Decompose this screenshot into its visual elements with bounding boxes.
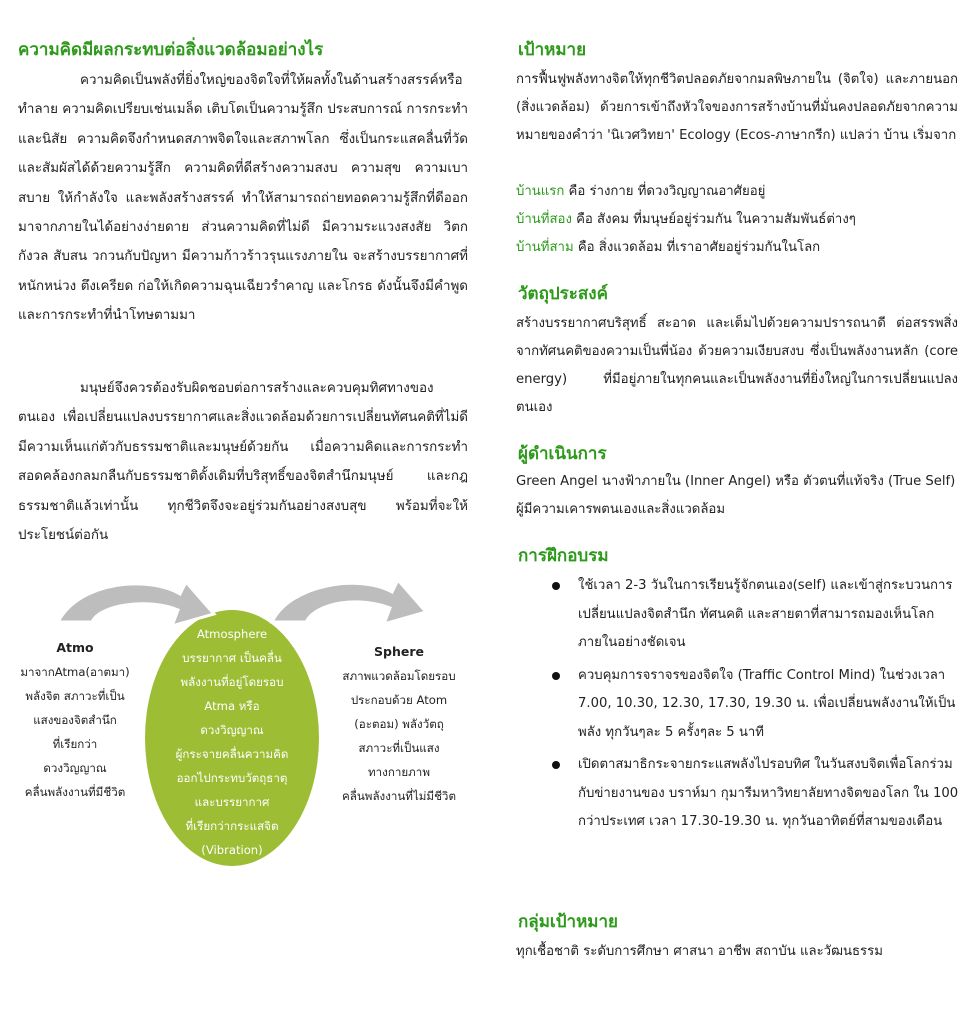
bullet-icon bbox=[552, 672, 560, 680]
atmo-block bbox=[10, 636, 140, 804]
sphere-line: ประกอบด้วย Atom bbox=[350, 693, 448, 707]
home-label: บ้านที่สอง bbox=[516, 212, 572, 227]
paragraph-responsibility: มนุษย์จึงควรต้องรับผิดชอบต่อการสร้างและควบคุมทิศทางของตนเอง เพื่อเปลี่ยนแปลงบรรยากาศและสิ่งแวดล้อมด้วยการเปลี่ยนทัศนคติที่ไม่ดี มีความเห็นแก่ตัวกับธรรมชาติและมนุษย์ด้วยกัน เมื่อความคิดและการกระทำสอดคล้องกลมกลืนกับธรรมชาติดั้งเดิมที่บริสุทธิ์ของจิตสำนึกมนุษย์ และกฎธรรมชาติแล้วเท่านั้น ทุกชีวิตจึงจะอยู่ร่วมกันอย่างสงบสุข พร้อมที่จะให้ประโยชน์ต่อกัน bbox=[18, 381, 468, 544]
home-label: บ้านที่สาม bbox=[516, 240, 574, 255]
training-item-text: เปิดตาสมาธิกระจายกระแสพลังไปรอบทิศ ในวันสงบจิตเพื่อโลกร่วมกับข่ายงานของ บราห์มา กุมารีมหาวิทยาลัยทางจิตของโลก ใน 100 กว่าประเทศ เวลา 17.30-19.30 น. ทุกวันอาทิตย์ที่สามของเดือน bbox=[578, 757, 959, 829]
atmosphere-line: และบรรยากาศ bbox=[194, 795, 270, 809]
operator-text: Green Angel นางฟ้าภายใน (Inner Angel) หรือ ตัวตนที่แท้จริง (True Self) ผู้มีความเคารพตนเองและสิ่งแวดล้อม bbox=[516, 474, 956, 517]
atmosphere-line: Atma หรือ bbox=[204, 699, 260, 713]
section-heading-thought-impact: ความคิดมีผลกระทบต่อสิ่งแวดล้อมอย่างไร bbox=[18, 40, 324, 60]
sphere-line: สภาพแวดล้อมโดยรอบ bbox=[342, 669, 456, 683]
home-line-3 bbox=[516, 234, 962, 262]
atmo-line: ดวงวิญญาณ bbox=[43, 761, 107, 775]
paragraph-thought-power: ความคิดเป็นพลังที่ยิ่งใหญ่ของจิตใจที่ให้ผลทั้งในด้านสร้างสรรค์หรือทำลาย ความคิดเปรียบเช่นเมล็ด เติบโตเป็นความรู้สึก ประสบการณ์ การกระทำ และนิสัย ความคิดจึงกำหนดสภาพจิตใจและสภาพโลก ซึ่งเป็นกระแสคลื่นที่วัดและสัมผัสได้ด้วยความรู้สึก ความคิดที่ดีสร้างความสงบ ความสุข ความเบาสบาย ให้กำลังใจ และพลังสร้างสรรค์ ทำให้สามารถถ่ายทอดความรู้สึกที่ดีออกมาจากภายในได้อย่างง่ายดาย ส่วนความคิดที่ไม่ดี มีความระแวงสงสัย วิตกกังวล สับสน วกวนกับปัญหา มีความก้าวร้าวรุนแรงภายใน จะสร้างบรรยากาศที่หนักหน่วง ตึงเครียด ก่อให้เกิดความฉุนเฉียวรำคาญ และโกรธ ดังนั้นจึงมีคำพูดและการกระทำที่นำโทษตามมา bbox=[18, 73, 468, 324]
atmo-title: Atmo bbox=[56, 640, 94, 655]
home-line-2 bbox=[516, 206, 962, 234]
bullet-icon bbox=[552, 761, 560, 769]
training-list bbox=[516, 572, 962, 841]
atmo-line: มาจากAtma(อาตมา) bbox=[20, 665, 130, 679]
training-item-text: ใช้เวลา 2-3 วันในการเรียนรู้จักตนเอง(self) และเข้าสู่กระบวนการเปลี่ยนแปลงจิตสำนึก ทัศนคติ และสายตาที่สามารถมองเห็นโลกภายในอย่างชัดเจน bbox=[578, 578, 953, 650]
objective-text: สร้างบรรยากาศบริสุทธิ์ สะอาด และเต็มไปด้วยความปรารถนาดี ต่อสรรพสิ่งจากทัศนคติของความเป็นพี่น้อง ด้วยความเงียบสงบ ซึ่งเป็นพลังงานหลัก (core energy) ที่มีอยู่ภายในทุกคนและเป็นพลังงานที่ยิ่งใหญ่ในการเปลี่ยนแปลงตนเอง bbox=[516, 316, 958, 415]
right-arrow bbox=[272, 580, 426, 624]
training-item-text: ควบคุมการจราจรของจิตใจ (Traffic Control Mind) ในช่วงเวลา 7.00, 10.30, 12.30, 17.30, 19.30 น. เพื่อเปลี่ยนพลังงานให้เป็นพลัง ทุกวันๆละ 5 ครั้งๆละ 5 นาที bbox=[578, 667, 956, 740]
atmosphere-line: ผู้กระจายคลื่นความคิด bbox=[175, 747, 289, 761]
section-heading-goal: เป้าหมาย bbox=[518, 40, 587, 60]
target-text: ทุกเชื้อชาติ ระดับการศึกษา ศาสนา อาชีพ สถาบัน และวัฒนธรรม bbox=[516, 944, 883, 959]
atmosphere-line: บรรยากาศ เป็นคลื่น bbox=[182, 651, 282, 665]
sphere-line: ทางกายภาพ bbox=[368, 765, 430, 779]
training-item bbox=[516, 662, 962, 748]
atmosphere-line: พลังงานที่อยู่โดยรอบ bbox=[180, 675, 284, 689]
atmosphere-line: ดวงวิญญาณ bbox=[200, 723, 264, 737]
bullet-icon bbox=[552, 582, 560, 590]
atmosphere-line: ออกไปกระทบวัตถุธาตุ bbox=[176, 771, 288, 785]
sphere-block bbox=[326, 640, 472, 808]
section-heading-operator: ผู้ดำเนินการ bbox=[518, 444, 607, 464]
section-heading-training: การฝึกอบรม bbox=[518, 546, 609, 566]
atmosphere-line: ที่เรียกว่ากระแสจิต bbox=[185, 819, 279, 833]
section-heading-objective: วัตถุประสงค์ bbox=[518, 284, 608, 304]
section-heading-target: กลุ่มเป้าหมาย bbox=[518, 912, 618, 932]
atmo-line: ที่เรียกว่า bbox=[52, 737, 98, 751]
training-item bbox=[516, 572, 962, 658]
atmosphere-line: (Vibration) bbox=[201, 843, 263, 857]
home-desc: คือ ร่างกาย ที่ดวงวิญญาณอาศัยอยู่ bbox=[564, 184, 766, 199]
training-item bbox=[516, 751, 962, 837]
home-label: บ้านแรก bbox=[516, 184, 565, 199]
home-desc: คือ สังคม ที่มนุษย์อยู่ร่วมกัน ในความสัมพันธ์ต่างๆ bbox=[571, 212, 856, 227]
sphere-line: สภาวะที่เป็นแสง bbox=[358, 741, 440, 755]
goal-text: การฟื้นฟูพลังทางจิตให้ทุกชีวิตปลอดภัยจากมลพิษภายใน (จิตใจ) และภายนอก (สิ่งแวดล้อม) ด้วยการเข้าถึงหัวใจของการสร้างบ้านที่มั่นคงปลอดภัยจากความหมายของคำว่า 'นิเวศวิทยา' Ecology (Ecos-ภาษากรีก) แปลว่า บ้าน เริ่มจาก bbox=[516, 72, 958, 143]
atmosphere-title: Atmosphere bbox=[196, 627, 268, 641]
atmo-line: คลื่นพลังงานที่มีชีวิต bbox=[24, 785, 126, 799]
home-desc: คือ สิ่งแวดล้อม ที่เราอาศัยอยู่ร่วมกันในโลก bbox=[573, 240, 821, 255]
sphere-title: Sphere bbox=[374, 644, 424, 659]
atmo-line: พลังจิต สภาวะที่เป็น bbox=[25, 689, 125, 703]
sphere-line: (อะตอม) พลังวัตถุ bbox=[354, 717, 444, 731]
sphere-line: คลื่นพลังงานที่ไม่มีชีวิต bbox=[342, 789, 456, 803]
atmosphere-block bbox=[157, 622, 307, 862]
atmo-line: แสงของจิตสำนึก bbox=[33, 713, 117, 727]
left-arrow bbox=[58, 582, 214, 626]
home-line-1 bbox=[516, 178, 962, 206]
